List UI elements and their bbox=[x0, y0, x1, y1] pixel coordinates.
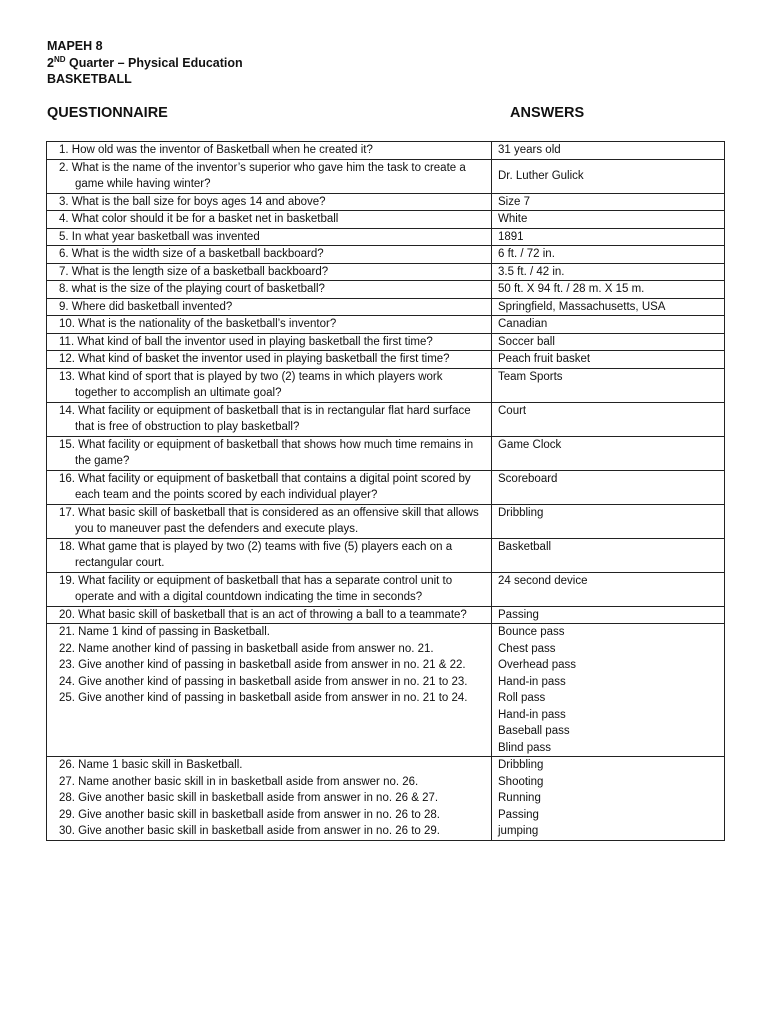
question-cell bbox=[47, 436, 492, 470]
answer-text: Hand-in pass bbox=[498, 675, 566, 688]
table-row bbox=[47, 228, 725, 246]
question-text: 7. What is the length size of a basketball backboard? bbox=[59, 265, 329, 278]
questionnaire-heading: QUESTIONNAIRE bbox=[47, 105, 168, 121]
answer-cell bbox=[492, 436, 725, 470]
answers-heading: ANSWERS bbox=[510, 105, 585, 121]
answer-text: Blind pass bbox=[498, 741, 552, 754]
question-text: 18. What game that is played by two (2) teams with five (5) players each on a rectangular court. bbox=[59, 540, 453, 569]
question-text: 22. Name another kind of passing in basketball aside from answer no. 21. bbox=[59, 642, 434, 655]
answer-cell bbox=[492, 298, 725, 316]
answer-text: Shooting bbox=[498, 775, 544, 788]
table-row bbox=[47, 263, 725, 281]
question-text: 21. Name 1 kind of passing in Basketball. bbox=[59, 626, 270, 638]
answer-cell bbox=[492, 624, 725, 757]
document-header bbox=[47, 38, 243, 88]
question-cell bbox=[47, 402, 492, 436]
question-text: 26. Name 1 basic skill in Basketball. bbox=[59, 759, 243, 771]
answer-cell bbox=[492, 606, 725, 624]
question-text: 23. Give another kind of passing in basketball aside from answer in no. 21 & 22. bbox=[59, 659, 466, 671]
question-text: 1. How old was the inventor of Basketball when he created it? bbox=[59, 144, 373, 156]
question-cell bbox=[47, 470, 492, 504]
question-cell bbox=[47, 316, 492, 334]
question-cell bbox=[47, 333, 492, 351]
quarter-text: Quarter – Physical Education bbox=[65, 55, 243, 70]
question-text: 29. Give another basic skill in basketball aside from answer in no. 26 to 28. bbox=[59, 808, 440, 821]
quarter-number: 2 bbox=[47, 55, 54, 70]
answer-cell bbox=[492, 368, 725, 402]
answer-cell bbox=[492, 193, 725, 211]
table-row bbox=[47, 572, 725, 606]
quarter-line bbox=[47, 55, 243, 72]
answer-text: Court bbox=[498, 404, 527, 417]
table-row bbox=[47, 333, 725, 351]
answer-cell bbox=[492, 246, 725, 264]
question-text: 13. What kind of sport that is played by two (2) teams in which players work together to accomplish an ultimate goal? bbox=[59, 370, 443, 399]
answer-text: Roll pass bbox=[498, 692, 546, 704]
table-row bbox=[47, 470, 725, 504]
question-text: 11. What kind of ball the inventor used in playing basketball the first time? bbox=[59, 335, 433, 348]
answer-text: 1891 bbox=[498, 230, 524, 243]
answer-text: Chest pass bbox=[498, 642, 556, 655]
question-cell bbox=[47, 757, 492, 841]
question-text: 30. Give another basic skill in basketball aside from answer in no. 26 to 29. bbox=[59, 825, 440, 837]
subject-line: MAPEH 8 bbox=[47, 39, 103, 53]
answer-cell bbox=[492, 470, 725, 504]
table-row bbox=[47, 211, 725, 229]
answer-text: 6 ft. / 72 in. bbox=[498, 248, 555, 260]
table-row bbox=[47, 504, 725, 538]
question-cell bbox=[47, 142, 492, 160]
question-cell bbox=[47, 246, 492, 264]
answer-cell bbox=[492, 504, 725, 538]
answer-cell bbox=[492, 572, 725, 606]
answer-text: Hand-in pass bbox=[498, 708, 566, 721]
question-cell bbox=[47, 211, 492, 229]
question-text: 24. Give another kind of passing in basketball aside from answer in no. 21 to 23. bbox=[59, 675, 468, 688]
question-cell bbox=[47, 624, 492, 757]
question-text: 12. What kind of basket the inventor used in playing basketball the first time? bbox=[59, 353, 450, 365]
question-text: 27. Name another basic skill in in basketball aside from answer no. 26. bbox=[59, 775, 419, 788]
question-text: 16. What facility or equipment of basketball that contains a digital point scored by each team and the points scored by each individual player? bbox=[59, 472, 471, 501]
table-row bbox=[47, 193, 725, 211]
quarter-suffix: ND bbox=[53, 54, 66, 64]
answer-text: Dr. Luther Gulick bbox=[498, 169, 584, 182]
answer-cell bbox=[492, 142, 725, 160]
question-cell bbox=[47, 298, 492, 316]
question-cell bbox=[47, 159, 492, 193]
answer-text: Canadian bbox=[498, 318, 548, 330]
answer-cell bbox=[492, 402, 725, 436]
table-row bbox=[47, 402, 725, 436]
answer-cell bbox=[492, 211, 725, 229]
answer-text: Overhead pass bbox=[498, 659, 576, 671]
topic-line: BASKETBALL bbox=[47, 72, 132, 86]
answer-text: Passing bbox=[498, 608, 539, 621]
table-row bbox=[47, 368, 725, 402]
question-text: 9. Where did basketball invented? bbox=[59, 300, 233, 313]
answer-text: Running bbox=[498, 792, 541, 804]
question-text: 15. What facility or equipment of basketball that shows how much time remains in the game? bbox=[59, 438, 474, 467]
answer-text: Bounce pass bbox=[498, 626, 565, 638]
question-cell bbox=[47, 538, 492, 572]
answer-text: 24 second device bbox=[498, 574, 588, 587]
answer-text: 50 ft. X 94 ft. / 28 m. X 15 m. bbox=[498, 283, 645, 295]
answer-text: White bbox=[498, 213, 528, 225]
answer-cell bbox=[492, 281, 725, 299]
answer-text: jumping bbox=[498, 825, 539, 837]
answer-cell bbox=[492, 351, 725, 369]
answer-text: Peach fruit basket bbox=[498, 353, 591, 365]
table-row bbox=[47, 606, 725, 624]
answer-text: Game Clock bbox=[498, 438, 562, 451]
answer-cell bbox=[492, 316, 725, 334]
table-row bbox=[47, 246, 725, 264]
question-cell bbox=[47, 193, 492, 211]
question-text: 5. In what year basketball was invented bbox=[59, 230, 260, 243]
answer-cell bbox=[492, 757, 725, 841]
answer-text: Soccer ball bbox=[498, 335, 555, 348]
table-row bbox=[47, 624, 725, 757]
questionnaire-table bbox=[46, 141, 725, 841]
table-row bbox=[47, 298, 725, 316]
question-cell bbox=[47, 228, 492, 246]
table-row bbox=[47, 757, 725, 841]
question-text: 14. What facility or equipment of basketball that is in rectangular flat hard surface that is free of obstruction to play basketball? bbox=[59, 404, 471, 433]
table-row bbox=[47, 538, 725, 572]
question-cell bbox=[47, 263, 492, 281]
answer-text: Springfield, Massachusetts, USA bbox=[498, 300, 666, 313]
answer-text: 31 years old bbox=[498, 144, 561, 156]
question-text: 3. What is the ball size for boys ages 14 and above? bbox=[59, 195, 326, 208]
answer-text: Team Sports bbox=[498, 370, 563, 383]
answer-text: 3.5 ft. / 42 in. bbox=[498, 265, 565, 278]
answer-text: Dribbling bbox=[498, 759, 544, 771]
table-row bbox=[47, 281, 725, 299]
question-cell bbox=[47, 572, 492, 606]
question-text: 25. Give another kind of passing in basketball aside from answer in no. 21 to 24. bbox=[59, 692, 468, 704]
answer-cell bbox=[492, 263, 725, 281]
answer-text: Size 7 bbox=[498, 195, 530, 208]
table-row bbox=[47, 436, 725, 470]
answer-cell bbox=[492, 159, 725, 193]
answer-text: Passing bbox=[498, 808, 539, 821]
question-text: 17. What basic skill of basketball that is considered as an offensive skill that allows you to maneuver past the defenders and execute plays. bbox=[59, 506, 479, 535]
answer-text: Baseball pass bbox=[498, 725, 570, 737]
table-row bbox=[47, 159, 725, 193]
table-row bbox=[47, 316, 725, 334]
question-cell bbox=[47, 606, 492, 624]
questionnaire-table-body bbox=[47, 142, 725, 841]
question-text: 4. What color should it be for a basket net in basketball bbox=[59, 213, 339, 225]
question-text: 10. What is the nationality of the basketball’s inventor? bbox=[59, 318, 337, 330]
question-cell bbox=[47, 351, 492, 369]
table-row bbox=[47, 351, 725, 369]
question-text: 20. What basic skill of basketball that is an act of throwing a ball to a teammate? bbox=[59, 608, 467, 621]
table-row bbox=[47, 142, 725, 160]
question-text: 28. Give another basic skill in basketball aside from answer in no. 26 & 27. bbox=[59, 792, 439, 804]
question-text: 2. What is the name of the inventor’s superior who gave him the task to create a game while having winter? bbox=[59, 161, 466, 190]
question-text: 8. what is the size of the playing court of basketball? bbox=[59, 283, 325, 295]
question-text: 19. What facility or equipment of basketball that has a separate control unit to operate and with a digital countdown indicating the time in seconds? bbox=[59, 574, 453, 603]
question-cell bbox=[47, 368, 492, 402]
question-cell bbox=[47, 281, 492, 299]
answer-cell bbox=[492, 538, 725, 572]
answer-text: Scoreboard bbox=[498, 472, 558, 485]
question-text: 6. What is the width size of a basketball backboard? bbox=[59, 248, 324, 260]
answer-cell bbox=[492, 333, 725, 351]
answer-text: Dribbling bbox=[498, 506, 544, 519]
question-cell bbox=[47, 504, 492, 538]
answer-cell bbox=[492, 228, 725, 246]
answer-text: Basketball bbox=[498, 540, 552, 553]
